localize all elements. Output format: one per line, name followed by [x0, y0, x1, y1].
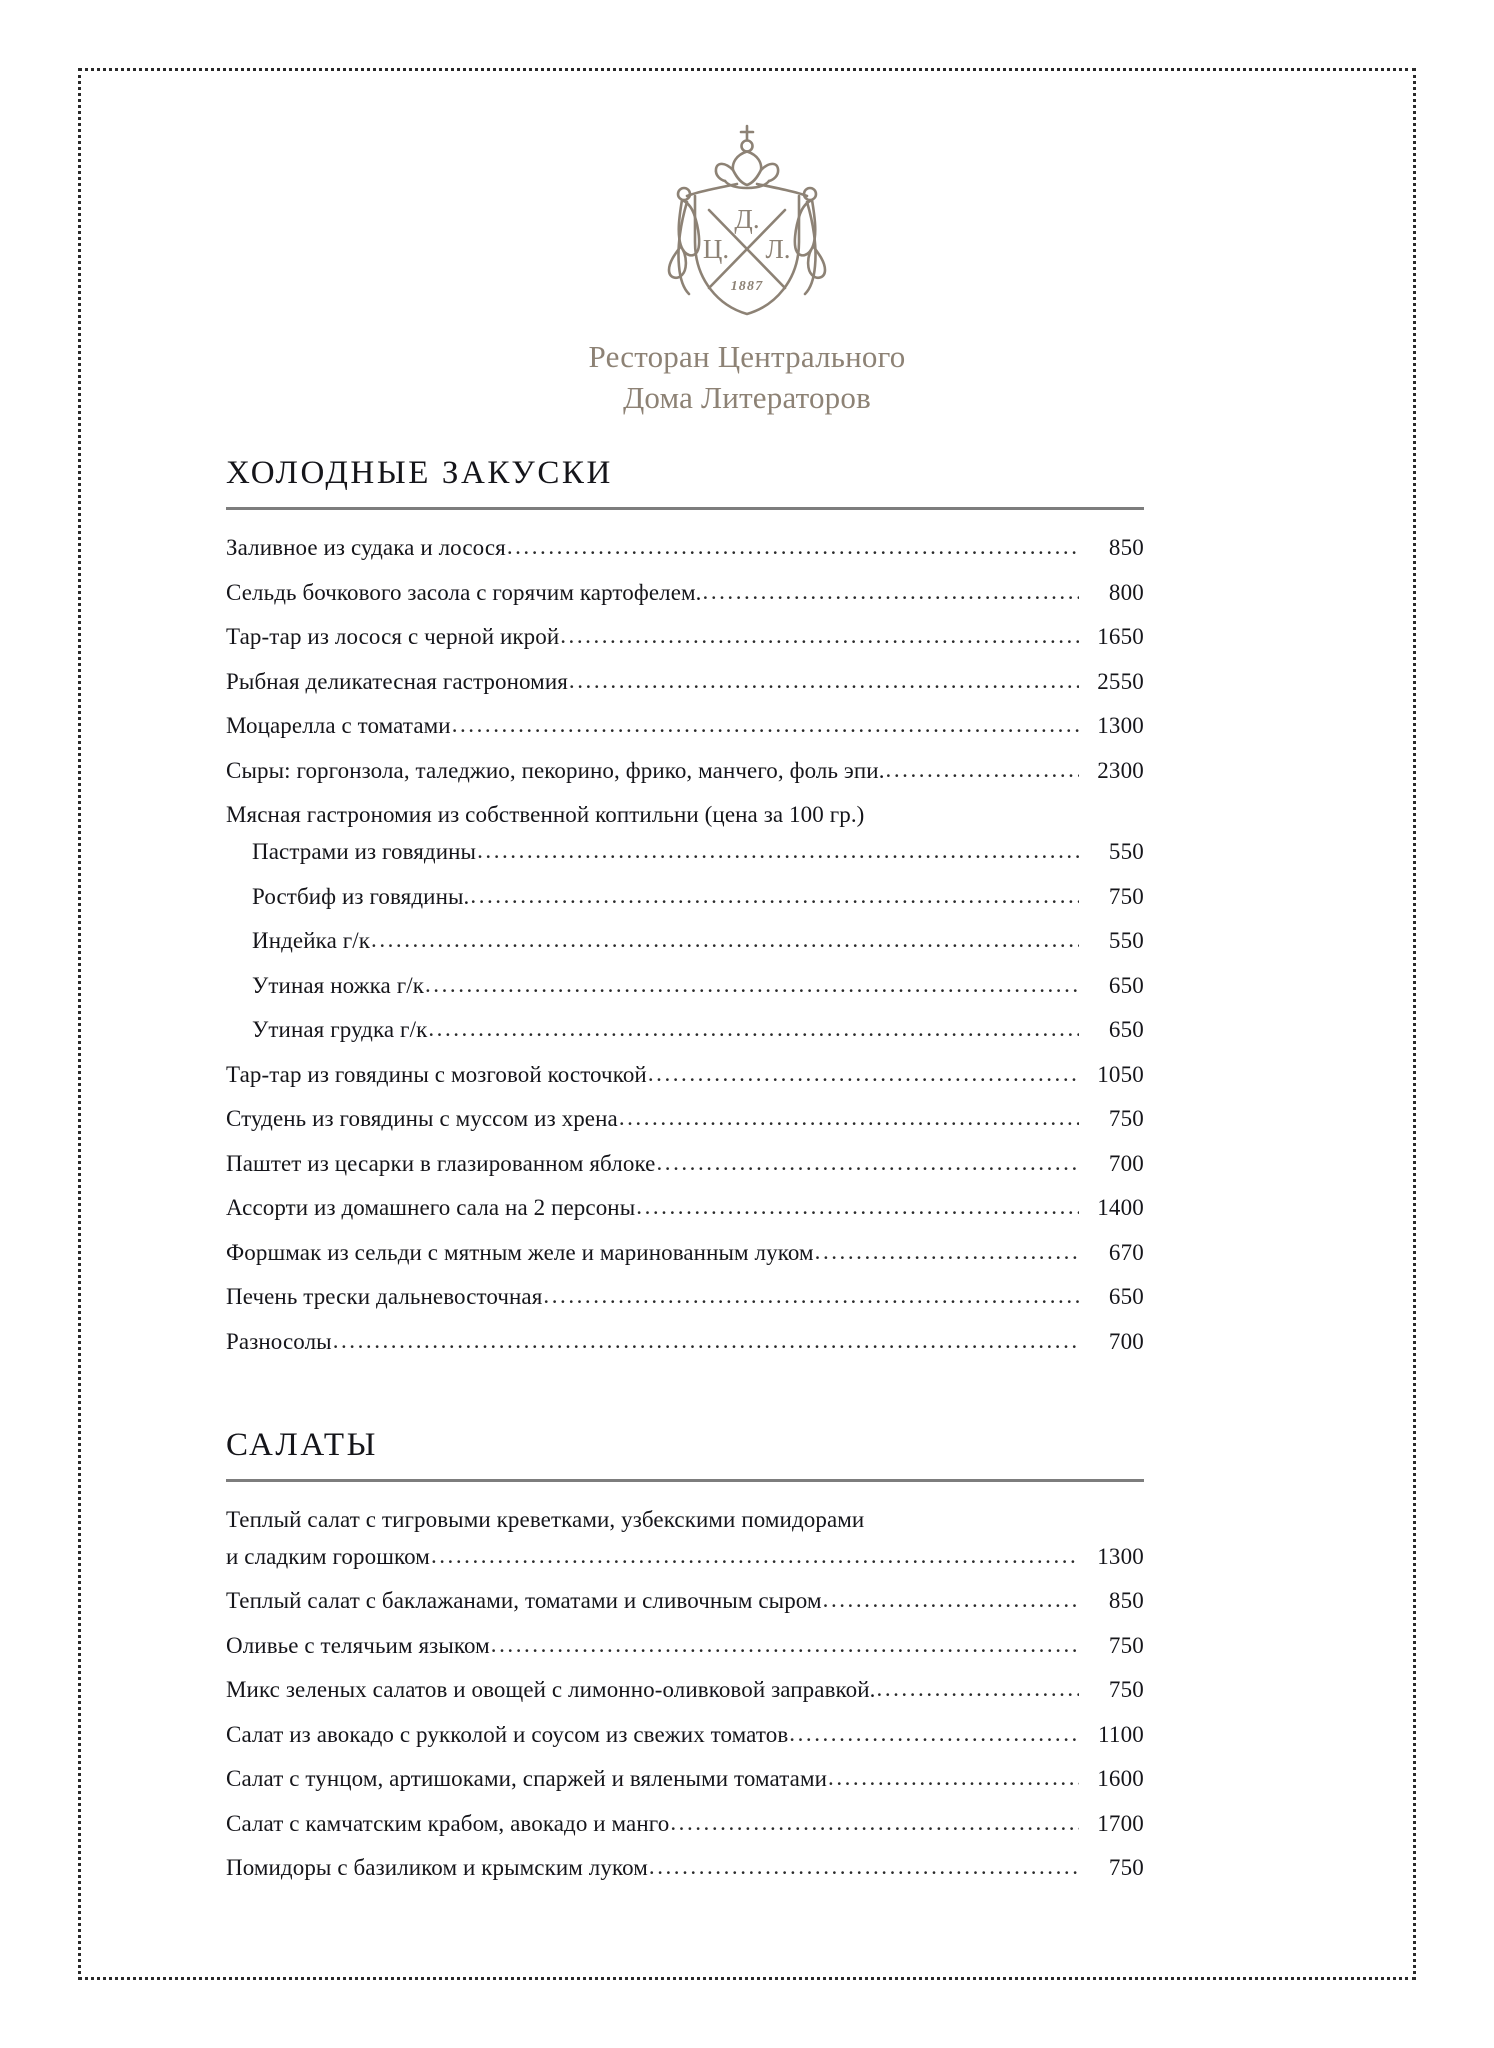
restaurant-name-line-1: Ресторан Центрального [588, 339, 906, 374]
menu-item-name: Пастрами из говядины [252, 839, 477, 865]
crest-year: 1887 [730, 279, 764, 294]
menu-item [226, 670, 1144, 693]
menu-item [226, 581, 1144, 604]
dot-leader [823, 1589, 1079, 1612]
dot-leader [543, 1285, 1079, 1308]
crest-icon [637, 118, 857, 323]
menu-item-name: Паштет из цесарки в глазированном яблоке [226, 1150, 656, 1176]
dot-leader [815, 1241, 1079, 1264]
menu-item-name: Салат с камчатским крабом, авокадо и манго [226, 1810, 670, 1836]
menu-item-name: Утиная ножка г/к [252, 972, 424, 998]
menu-sections [78, 455, 1416, 1880]
restaurant-name [78, 337, 1416, 419]
dot-leader [636, 1196, 1079, 1219]
menu-item-name: Рыбная деликатесная гастрономия [226, 668, 568, 694]
dot-leader [656, 1152, 1079, 1175]
dot-leader [560, 625, 1079, 648]
menu-item-list-salads [226, 1508, 1144, 1880]
menu-item [226, 1063, 1144, 1086]
menu-item-price: 650 [1108, 1284, 1144, 1310]
menu-item-price: 750 [1108, 883, 1144, 909]
menu-item-name: Салат из авокадо с рукколой и соусом из свежих томатов [226, 1721, 789, 1747]
menu-item-price: 1650 [1097, 624, 1144, 650]
dot-leader [470, 885, 1079, 908]
dot-leader [877, 1678, 1079, 1701]
menu-item-name: Теплый салат с тигровыми креветками, узбекскими помидорами [226, 1506, 865, 1532]
section-title-cold-appetizers: ХОЛОДНЫЕ ЗАКУСКИ [226, 454, 613, 491]
dot-leader [619, 1107, 1079, 1130]
menu-item-name: Сельдь бочкового засола с горячим картофелем. [226, 579, 702, 605]
menu-item-name: и сладким горошком [226, 1543, 430, 1569]
menu-item-price: 1600 [1097, 1766, 1144, 1792]
menu-item-name: Теплый салат с баклажанами, томатами и сливочным сыром [226, 1588, 822, 1614]
menu-item [226, 885, 1144, 908]
menu-item-price: 1300 [1097, 1543, 1144, 1569]
menu-item-name: Салат с тунцом, артишоками, спаржей и вялеными томатами [226, 1766, 828, 1792]
menu-item [226, 1767, 1144, 1790]
restaurant-name-line-2: Дома Литераторов [623, 379, 871, 415]
menu-item-price: 650 [1108, 1017, 1144, 1043]
menu-item-name: Микс зеленых салатов и овощей с лимонно-оливковой заправкой. [226, 1677, 876, 1703]
menu-item-name: Тар-тар из лосося с черной икрой [226, 624, 560, 650]
menu-item [226, 536, 1144, 559]
menu-item [226, 1107, 1144, 1130]
menu-item [226, 625, 1144, 648]
menu-item-name: Индейка г/к [252, 928, 371, 954]
menu-item-price: 750 [1108, 1632, 1144, 1658]
dot-leader [428, 1018, 1079, 1041]
dot-leader [569, 670, 1079, 693]
menu-item-price: 650 [1108, 972, 1144, 998]
dot-leader [425, 974, 1079, 997]
menu-item-price: 750 [1108, 1106, 1144, 1132]
menu-item [226, 1196, 1144, 1219]
menu-item [226, 1678, 1144, 1701]
menu-item [226, 1545, 1144, 1568]
menu-item-list-cold-appetizers [226, 536, 1144, 1353]
menu-item-name: Заливное из судака и лосося [226, 535, 506, 561]
dot-leader [670, 1812, 1079, 1835]
menu-item-name: Утиная грудка г/к [252, 1017, 428, 1043]
menu-section-cold-appetizers [78, 455, 1416, 1353]
dot-leader [452, 714, 1079, 737]
menu-item [226, 1018, 1144, 1041]
menu-item-name: Ассорти из домашнего сала на 2 персоны [226, 1195, 636, 1221]
menu-item-price: 700 [1108, 1328, 1144, 1354]
menu-item-price: 670 [1108, 1239, 1144, 1265]
menu-item-price: 1700 [1097, 1810, 1144, 1836]
menu-item-name: Форшмак из сельди с мятным желе и маринованным луком [226, 1239, 814, 1265]
menu-item [226, 1589, 1144, 1612]
menu-item-name: Тар-тар из говядины с мозговой косточкой [226, 1061, 647, 1087]
menu-item-price: 850 [1108, 1588, 1144, 1614]
menu-item [226, 1856, 1144, 1879]
menu-item-name: Сыры: горгонзола, таледжио, пекорино, фрико, манчего, фоль эпи. [226, 757, 885, 783]
menu-item [226, 1241, 1144, 1264]
menu-item [226, 840, 1144, 863]
dot-leader [703, 581, 1079, 604]
menu-item-price: 2550 [1097, 668, 1144, 694]
menu-item [226, 1723, 1144, 1746]
menu-item-price: 2300 [1097, 757, 1144, 783]
menu-item-price: 750 [1108, 1677, 1144, 1703]
menu-item [226, 1330, 1144, 1353]
menu-item [226, 714, 1144, 737]
dot-leader [477, 840, 1079, 863]
menu-item-price: 750 [1108, 1855, 1144, 1881]
dot-leader [828, 1767, 1079, 1790]
crest-letter-top: Д. [734, 204, 760, 234]
menu-item-price: 550 [1108, 839, 1144, 865]
menu-item [226, 1634, 1144, 1657]
dot-leader [648, 1063, 1079, 1086]
menu-item [226, 803, 1144, 826]
menu-item [226, 929, 1144, 952]
dot-leader [886, 759, 1079, 782]
menu-item [226, 974, 1144, 997]
menu-item-name: Моцарелла с томатами [226, 713, 451, 739]
menu-item [226, 759, 1144, 782]
menu-item-price: 1050 [1097, 1061, 1144, 1087]
dot-leader [507, 536, 1079, 559]
menu-section-salads [78, 1427, 1416, 1880]
menu-item-price: 550 [1108, 928, 1144, 954]
menu-item-price: 700 [1108, 1150, 1144, 1176]
crest-letter-left: Ц. [702, 234, 730, 264]
menu-item [226, 1508, 1144, 1531]
menu-item [226, 1812, 1144, 1835]
section-divider [226, 507, 1144, 510]
dot-leader [649, 1856, 1079, 1879]
menu-item-price: 1400 [1097, 1195, 1144, 1221]
menu-item-price: 1100 [1098, 1721, 1144, 1747]
dot-leader [491, 1634, 1079, 1657]
restaurant-crest-logo [78, 68, 1416, 323]
menu-content [78, 68, 1416, 1980]
menu-item-name: Оливье с телячьим языком [226, 1632, 490, 1658]
menu-item-price: 1300 [1097, 713, 1144, 739]
menu-item-name: Помидоры с базиликом и крымским луком [226, 1855, 648, 1881]
menu-item-name: Мясная гастрономия из собственной коптильни (цена за 100 гр.) [226, 802, 865, 828]
dot-leader [371, 929, 1079, 952]
section-divider [226, 1479, 1144, 1482]
menu-item-name: Студень из говядины с муссом из хрена [226, 1106, 618, 1132]
section-title-salads: САЛАТЫ [226, 1426, 379, 1463]
menu-item [226, 1152, 1144, 1175]
menu-item-name: Разносолы [226, 1328, 332, 1354]
dot-leader [333, 1330, 1079, 1353]
menu-item-price: 850 [1108, 535, 1144, 561]
dot-leader [431, 1545, 1079, 1568]
menu-item-name: Печень трески дальневосточная [226, 1284, 543, 1310]
menu-item-price: 800 [1108, 579, 1144, 605]
menu-item-name: Ростбиф из говядины. [252, 883, 470, 909]
crest-letter-right: Л. [765, 234, 791, 264]
menu-item [226, 1285, 1144, 1308]
dot-leader [789, 1723, 1079, 1746]
